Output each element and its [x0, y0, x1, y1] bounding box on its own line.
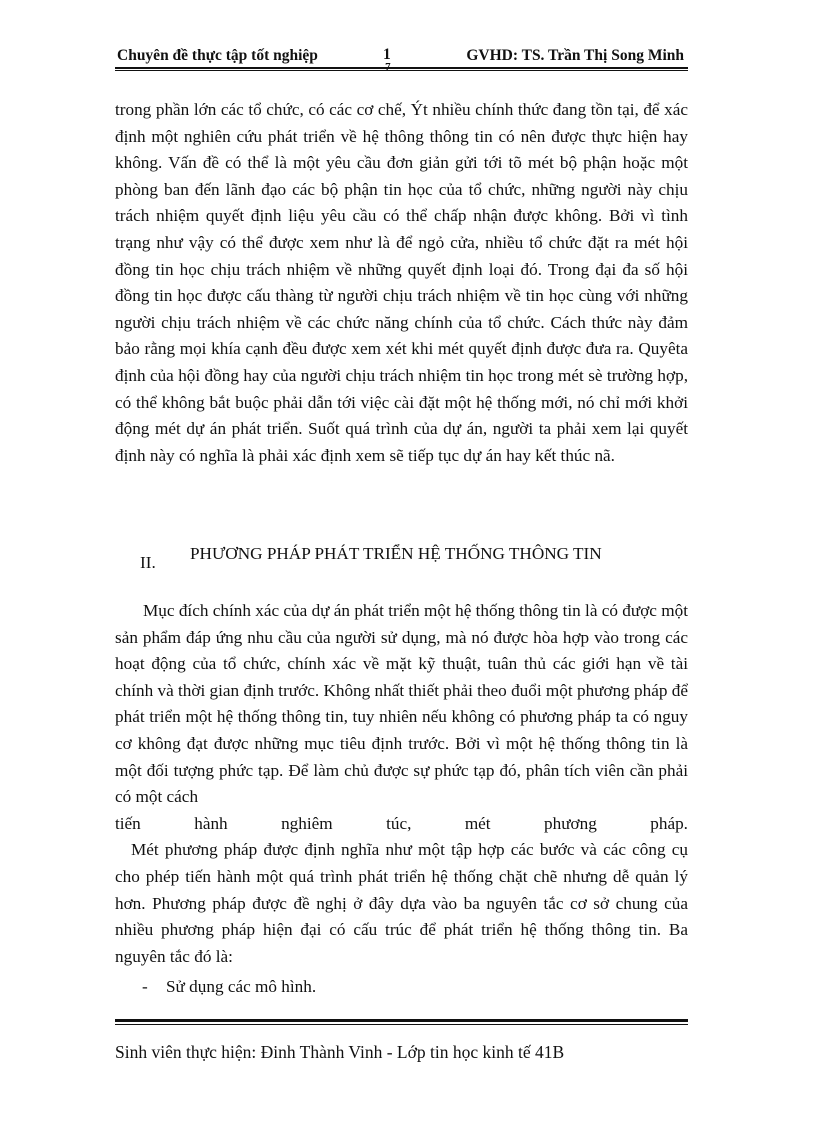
paragraph-3: Mét phương pháp được định nghĩa như một tập hợp các bước và các công cụ cho phép tiến hành một quá trình phát triển hệ thống chặt chẽ nhưng dễ quản lý hơn. Phương pháp được đề nghị ở đây dựa vào ba nguyên tắc cơ sở chung của nhiều phương pháp hiện đại có cấu trúc để phát triển hệ thống thông tin. Ba nguyên tắc đó là: [115, 840, 688, 966]
paragraph-2: Mục đích chính xác của dự án phát triển một hệ thống thông tin là có được một sản phẩm đáp ứng nhu cầu của người sử dụng, mà nó được hòa hợp vào trong các hoạt động của tổ chức, chính xác về mặt kỹ thuật, tuân thủ các giới hạn về tài chính và thời gian định trước. Không nhất thiết phải theo đuổi một phương pháp để phát triển một hệ thống thông tin, tuy nhiên nếu không có phương pháp ta có nguy cơ không đạt được những mục tiêu định trước. Bởi vì một hệ thống thông tin là một đối tượng phức tạp. Để làm chủ được sự phức tạp đó, phân tích viên cần phải có một cách [115, 601, 688, 807]
body-text [115, 97, 688, 469]
word: tiến [115, 813, 141, 833]
page-header [115, 44, 688, 68]
bullet-text: Sử dụng các mô hình. [166, 977, 317, 997]
footer-rule [115, 1019, 688, 1022]
word: nghiêm [281, 813, 333, 833]
word: phương [544, 813, 597, 833]
page-number: 1 [383, 46, 391, 63]
word: mét [464, 813, 491, 833]
footer-rule-thin [115, 1024, 688, 1025]
word: pháp. [650, 813, 688, 833]
section-title: PHƯƠNG PHÁP PHÁT TRIỂN HỆ THỐNG THÔNG TIN [190, 544, 602, 563]
word: hành [194, 813, 228, 833]
section-number: II. [140, 553, 156, 572]
header-rule-thin [115, 70, 688, 71]
header-right: GVHD: TS. Trần Thị Song Minh [466, 47, 684, 64]
body-text-2 [115, 598, 688, 1001]
list-item [115, 974, 688, 1001]
paragraph-1: trong phần lớn các tổ chức, có các cơ chế, Ýt nhiều chính thức đang tồn tại, để xác định một nghiên cứu phát triển về hệ thông thông tin có nên được thực hiện hay không. Vấn đề có thể là một yêu cầu đơn giản gửi tới tõ mét bộ phận hoặc một phòng ban đến lãnh đạo các bộ phận tin học của tổ chức, những người này chịu trách nhiệm quyết định liệu yêu cầu có thể chấp nhận được không. Bởi vì tình trạng như vậy có thể được xem như là để ngỏ cửa, nhiều tổ chức đặt ra mét hội đồng tin học chịu trách nhiệm về những quyết định loại đó. Trong đại đa số hội đồng tin học được cấu thàng từ người chịu trách nhiệm về tin học cùng với những người chịu trách nhiệm về các chức năng chính của tổ chức. Cách thức này đảm bảo rằng mọi khía cạnh đều được xem xét khi mét quyết định được đưa ra. Quyêta định của hội đồng hay của người chịu trách nhiệm tin học trong mét sè trường hợp, có thể không bắt buộc phải dẫn tới việc cài đặt một hệ thống mới, nó chỉ mới khởi động mét dự án phát triển. Suốt quá trình của dự án, người ta phải xem lại quyết định này có nghĩa là phải xác định xem sẽ tiếp tục dự án hay kết thúc nã. [115, 100, 688, 465]
bullet-dash: - [142, 977, 148, 997]
header-rule [115, 67, 688, 69]
page-footer: Sinh viên thực hiện: Đinh Thành Vinh - Lớp tin học kinh tế 41B [115, 1042, 565, 1062]
word: túc, [386, 813, 412, 833]
paragraph-2-last-line [115, 811, 688, 838]
header-left: Chuyên đề thực tập tốt nghiệp [117, 47, 318, 64]
